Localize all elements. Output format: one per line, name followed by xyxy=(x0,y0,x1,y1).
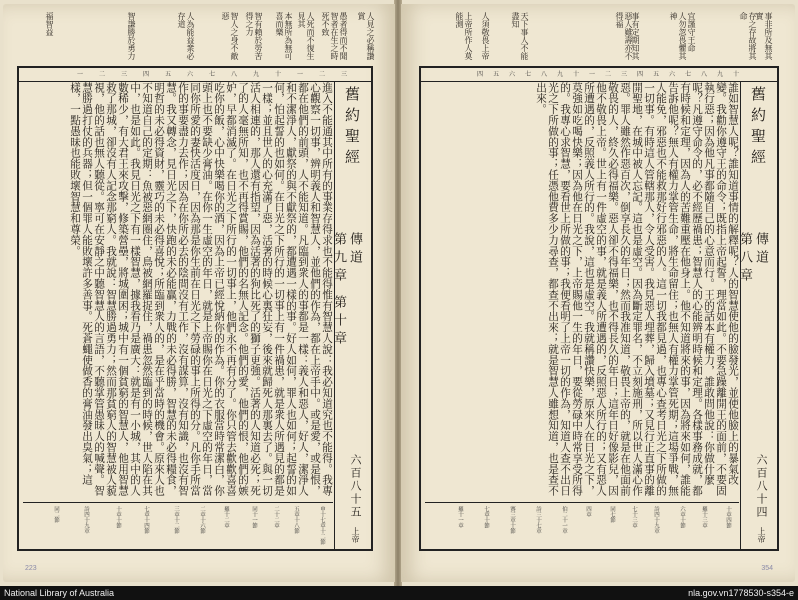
top-note: 存之存故將其命 xyxy=(739,12,757,60)
column-number: 八 xyxy=(231,71,238,78)
column-number: 三 xyxy=(121,71,128,78)
cross-reference: 三章十二節 xyxy=(173,506,179,534)
column-number: 八 xyxy=(541,71,548,78)
column-number: 七 xyxy=(209,71,216,78)
cross-reference: 七章十節 xyxy=(483,506,489,528)
top-note: 宜謹守王命 xyxy=(687,12,696,52)
column-number: 七 xyxy=(685,71,692,78)
column-number: 四 xyxy=(143,71,150,78)
column-number: 七 xyxy=(525,71,532,78)
cross-reference: 伯二十一章 xyxy=(561,506,567,534)
left-page xyxy=(3,4,395,582)
cross-reference: 二章十六節 xyxy=(199,506,205,534)
cross-reference: 詩四十九章 xyxy=(653,506,659,534)
page-footer-mark: 上帝 xyxy=(757,527,766,543)
top-note: 智者在生之時死不致 xyxy=(321,12,339,60)
page-number: 六百八十五 xyxy=(349,454,362,519)
cross-reference: 同二節 xyxy=(53,506,59,523)
column-number: 六 xyxy=(187,71,194,78)
right-top-notes xyxy=(419,12,779,60)
column-number: 四 xyxy=(477,71,484,78)
top-note: 人為能益衆必存道 xyxy=(177,12,195,60)
top-note: 本無所為無可喜而樂 xyxy=(275,12,293,60)
cross-reference: 七章十四節 xyxy=(143,506,149,534)
cross-reference: 四章 xyxy=(585,506,591,517)
book-title: 舊約聖經 xyxy=(749,86,767,170)
column-number: 二 xyxy=(319,71,326,78)
column-number: 九 xyxy=(557,71,564,78)
left-body-text xyxy=(23,82,333,501)
column-number: 二 xyxy=(605,71,612,78)
top-note: 惡人雖壽亦不得福 xyxy=(615,12,633,60)
left-top-notes xyxy=(17,12,373,60)
column-number: 一 xyxy=(589,71,596,78)
top-note: 人勿忽畏懼其神 xyxy=(669,12,687,60)
scripture-text: 誰如智慧人呢？誰知道事情的解釋呢？人的智慧使他的臉發光，並使他臉上的暴氣改變。我勸你遵守王的命令；既指上帝起誓，理當如此。不要急躁離開王的面前，不要固執行惡；因為他凡事都隨自己的心意而行。王的話本有權力，誰敢問他說：你做什麼呢？凡遵守命令的，必不經歷禍患；智慧人的心能辨明時候和定理。各樣事務成就，都有時候和定理，因為人的苦難重壓在他身上。他不知道將來的事，因為將來如何，誰能告訴他呢？無人有權力掌管生命，將生命留住；也無人有權力掌管死期；這場爭戰，無人能免，邪惡也不能救那好行邪惡的人。這一切我都見過，也專心查考日光之下所做的一切事。有時這人管轄那人，令人受害。我見惡人埋葬，歸入墳墓；又見行正直事的離開聖地，在城中被人忘記。這也是虛空。因為斷定罪名，不立刻施刑，所以世人滿心作惡。罪人雖然作惡百次，倒享長久的年日；然而我准知道，敬畏上帝的，就是在他面前敬畏的人，終久必得福樂。惡人卻不得福樂，也不得長久的年日；這年日好像影兒，因他不敬畏上帝。世上有一件虛空的事，就是義人所遭遇的，反照惡人所行的；又有惡人所遭遇的，反照義人所行的。我說，這也是虛空。我就稱讚快樂，原來人在日光之下，莫強如吃喝快樂；因為他在日光之下，上帝賜他一生的年日，要從勞碌中時常享受所得的。我專心求智慧，要看世上所做的事；我便看明了上帝一切的作為，知道人查不出日光之下所做的事；任憑他費多少力尋查，都查不出來；就是智慧人雖想知道，也是查不出來。 xyxy=(535,82,739,497)
column-number: 五 xyxy=(165,71,172,78)
column-number: 八 xyxy=(701,71,708,78)
book-title: 舊約聖經 xyxy=(343,86,361,170)
cross-reference: 羅十三章 xyxy=(701,506,707,528)
library-name: National Library of Australia xyxy=(4,588,115,598)
cross-reference: 申十七章十二節 xyxy=(319,506,325,545)
column-number-row xyxy=(19,68,371,82)
column-number: 六 xyxy=(509,71,516,78)
column-number: 十 xyxy=(275,71,282,78)
cross-reference: 羅十二章 xyxy=(223,506,229,528)
cross-reference: 賽三章十節 xyxy=(509,506,515,534)
left-page-stamp: 223 xyxy=(25,565,37,572)
left-text-frame xyxy=(17,66,373,551)
top-note: 事有定期知其 xyxy=(631,12,640,60)
top-note: 人見之必稱讚賞 xyxy=(357,12,375,60)
column-number: 三 xyxy=(621,71,628,78)
top-note: 智有賴於勞苦得之力 xyxy=(245,12,263,60)
chapter-label xyxy=(330,232,362,349)
image-identifier: nla.gov.vn1778530-s354-e xyxy=(688,588,794,598)
column-number: 十 xyxy=(733,71,740,78)
cross-reference: 同十一節 xyxy=(251,506,257,528)
column-number: 九 xyxy=(253,71,260,78)
cross-reference: 詩三十七章 xyxy=(535,506,541,534)
cross-reference: 十章四節 xyxy=(725,506,731,528)
top-note: 福智益 xyxy=(45,12,54,36)
top-note: 人死而不復生見其 xyxy=(297,12,315,60)
top-note: 上帝所作人莫能測 xyxy=(455,12,473,60)
column-number: 五 xyxy=(493,71,500,78)
cross-reference: 七十三章 xyxy=(631,506,637,528)
top-note: 愚者得而不聞 xyxy=(339,12,348,60)
cross-reference: 羅十一章 xyxy=(457,506,463,528)
top-note: 人須敬畏上帝 xyxy=(481,12,490,60)
top-note: 智人之身不敵惡 xyxy=(221,12,239,60)
right-side-column xyxy=(737,82,777,549)
column-number-row xyxy=(421,68,777,82)
chapter-number: 第八章 xyxy=(737,232,752,286)
cross-references xyxy=(425,502,739,547)
column-number: 四 xyxy=(637,71,644,78)
top-note: 天下事人不能盡知 xyxy=(511,12,529,60)
archive-footer xyxy=(0,586,798,600)
column-number: 三 xyxy=(341,71,348,78)
chapter-label xyxy=(736,232,768,286)
scripture-text: 進入不能通其中所有的事業存得求也不能得惟有智慧人說：我必知道究也不能得。我專心觀察一切事，辨明義人和智慧人，並他們的作為，都在上帝手中。或是愛，或是恨，都在他們的前頭，人不能知道。凡臨到衆人的事都是一樣：義人和惡人，好人，潔淨人和不潔淨人，獻祭的與不獻祭的，都遭遇一樣的事。好人如何，罪人也如何；起誓的如何，怕起誓的也如何。在日光之下所行的一切事上有一件禍患，就是衆人所遇見的都是一樣；並且世人的心充滿了惡，活著的時候心裏狂妄，後來就歸死人那裏去了。與一切活人相連的，那人還有指望，因為活著的狗比死了的獅子更強。活著的人知道必死；死了的人毫無所知，也不再得賞賜，他們的名無人記念。他們的愛，他們的恨，他們的嫉妒，早都消滅了。在日光之下所行的一切事上，他們永不再有分了。你只管去歡歡喜喜吃你的飯，心中快樂喝你的酒，因為上帝已經悅納你的作為。你的衣服當時常潔白，你頭上也不要缺少膏油。在你一生虛空的年日，就是上帝賜你在日光之下虛空的年日，當同你所愛的妻快活度日，因為那是你生前在日光之下勞碌的事上所得的分。凡你手所當作的事要盡力去作；因為在你所必去的陰間沒有工作，沒有謀算，沒有知識，也沒有智慧。我又轉念，見日光之下，快跑的未必能贏，力戰的未必得勝，智慧的未必得糧食，明哲的未必得資財，靈巧的未必得喜悅；所臨到衆人的，是在乎當時的機會。原來人也不知道自己的定期：魚被惡網圈住，鳥被網羅捉住，禍患忽然臨到的時候，世人陷在其中，也是如此。我見日光之下有一樣智慧，據我看乃是廣大：就是有一小城，其中的人數稀少，有大君王來攻擊，修築營壘，將城圍困；城中有一個貧窮的智慧人，他用智慧救了那城，卻沒有人記念那窮人。我就說：智慧勝過勇力；然而那貧窮人的智慧被人藐視，他的話也無人聽從。寧可在安靜之中聽智慧人的言語，不聽掌管愚昧人的喊聲。智慧勝過打仗的兵器；但一個罪人能敗壞許多善事。死蒼蠅使做香的膏油發出臭氣；這樣，一點愚昧也能敗壞智慧和尊榮。 xyxy=(69,82,333,497)
cross-reference: 五章十八節 xyxy=(293,506,299,534)
right-text-frame xyxy=(419,66,779,551)
column-number: 二 xyxy=(99,71,106,78)
cross-reference: 六章十節 xyxy=(679,506,685,528)
book-name: 傳道 xyxy=(347,232,362,268)
right-page xyxy=(401,4,795,582)
column-number: 一 xyxy=(297,71,304,78)
chapter-number: 第九章 第十章 xyxy=(331,232,346,350)
top-note: 事非所及無其實 xyxy=(755,12,773,60)
cross-reference: 同七節 xyxy=(609,506,615,523)
left-side-column xyxy=(331,82,371,549)
right-body-text xyxy=(425,82,739,501)
cross-reference: 二十二章 xyxy=(273,506,279,528)
column-number: 九 xyxy=(717,71,724,78)
column-number: 六 xyxy=(669,71,676,78)
book-name: 傳道 xyxy=(753,232,768,268)
cross-reference: 十章十節 xyxy=(115,506,121,528)
top-note: 智謙勝於勇力 xyxy=(127,12,136,60)
column-number: 十 xyxy=(573,71,580,78)
column-number: 五 xyxy=(653,71,660,78)
page-number: 六百八十四 xyxy=(755,454,768,519)
page-footer-mark: 上帝 xyxy=(351,527,360,543)
right-page-stamp: 354 xyxy=(761,565,773,572)
cross-reference: 詩四十九章 xyxy=(83,506,89,534)
column-number: 一 xyxy=(77,71,84,78)
cross-references xyxy=(23,502,333,547)
